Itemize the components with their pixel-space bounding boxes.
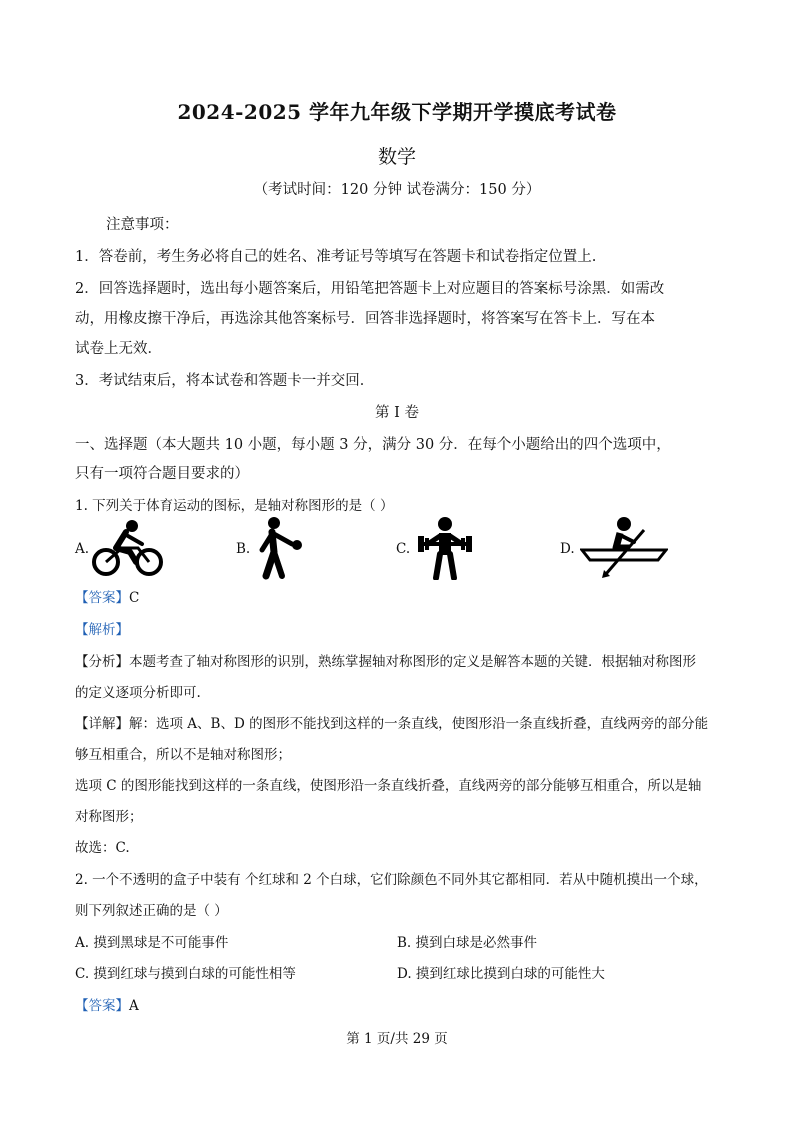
q1-xiangjie-line-3: 选项 C 的图形能找到这样的一条直线，使图形沿一条直线折叠，直线两旁的部分能够互相重合，所以是轴 [75, 778, 702, 794]
fenxi-text-1: 本题考查了轴对称图形的识别，熟练掌握轴对称图形的定义是解答本题的关键．根据轴对称图形 [129, 654, 696, 670]
q1-option-a-label: A. [75, 541, 90, 557]
q1-fenxi-line-2: 的定义逐项分析即可. [75, 685, 201, 701]
notice-item-2-line-3: 试卷上无效． [75, 341, 162, 357]
section-heading-line-1: 一、选择题（本大题共 10 小题，每小题 3 分，满分 30 分．在每个小题给出的四个选项中， [75, 437, 671, 453]
q1-xiangjie-line-1 [75, 712, 708, 732]
notice-item-2-line-2: 动，用橡皮擦干净后，再选涂其他答案标号．回答非选择题时，将答案写在答卡上．写在本 [75, 311, 655, 327]
answer-tag: 【答案】 [75, 998, 129, 1014]
exam-info: （考试时间：120 分钟 试卷满分：150 分） [253, 182, 541, 198]
q1-option-d-label: D. [560, 541, 575, 557]
q2-answer [75, 994, 139, 1014]
q1-option-b-label: B. [236, 541, 251, 557]
notice-item-1: 1．答卷前，考生务必将自己的姓名、准考证号等填写在答题卡和试卷指定位置上. [75, 249, 597, 265]
q1-stem: 1. 下列关于体育运动的图标，是轴对称图形的是（ ） [75, 498, 394, 514]
q1-answer-value: C [129, 590, 140, 606]
weightlifter-icon [416, 516, 474, 580]
q1-fenxi-line-1 [75, 650, 696, 670]
q2-option-b: B. 摸到白球是必然事件 [397, 935, 538, 951]
fenxi-tag: 【分析】 [75, 654, 129, 670]
xiangjie-text-1: 解：选项 A、B、D 的图形不能找到这样的一条直线，使图形沿一条直线折叠，直线两旁的部分能 [129, 716, 709, 732]
q2-option-a: A. 摸到黑球是不可能事件 [75, 935, 229, 951]
q1-xiangjie-line-2: 够互相重合，所以不是轴对称图形； [75, 747, 291, 763]
bowler-icon [252, 516, 308, 580]
q2-stem-line-2: 则下列叙述正确的是（ ） [75, 903, 228, 919]
page-footer: 第 1 页/共 29 页 [346, 1031, 448, 1047]
rower-icon [580, 516, 668, 578]
volume-label: 第 I 卷 [375, 405, 419, 421]
q1-answer [75, 586, 139, 606]
q1-analysis-tag: 【解析】 [75, 622, 129, 638]
answer-tag: 【答案】 [75, 590, 129, 606]
cyclist-icon [92, 518, 164, 578]
q2-option-d: D. 摸到红球比摸到白球的可能性大 [397, 966, 605, 982]
q2-answer-value: A [129, 998, 139, 1014]
section-heading-line-2: 只有一项符合题目要求的） [75, 466, 249, 482]
notice-item-2-line-1: 2．回答选择题时，选出每小题答案后，用铅笔把答题卡上对应题目的答案标号涂黑．如需改 [75, 281, 665, 297]
notice-item-3: 3．考试结束后，将本试卷和答题卡一并交回． [75, 373, 375, 389]
exam-subject: 数学 [377, 146, 416, 168]
q1-option-c-label: C. [396, 541, 411, 557]
q1-conclusion: 故选：C. [75, 840, 130, 856]
exam-title: 2024-2025 学年九年级下学期开学摸底考试卷 [177, 100, 617, 124]
notice-heading: 注意事项： [106, 217, 179, 233]
q1-xiangjie-line-4: 对称图形； [75, 809, 143, 825]
q2-stem-line-1: 2. 一个不透明的盒子中装有 个红球和 2 个白球，它们除颜色不同外其它都相同．若从中随机摸出一个球， [75, 872, 708, 888]
xiangjie-tag: 【详解】 [75, 716, 129, 732]
q2-option-c: C. 摸到红球与摸到白球的可能性相等 [75, 966, 296, 982]
